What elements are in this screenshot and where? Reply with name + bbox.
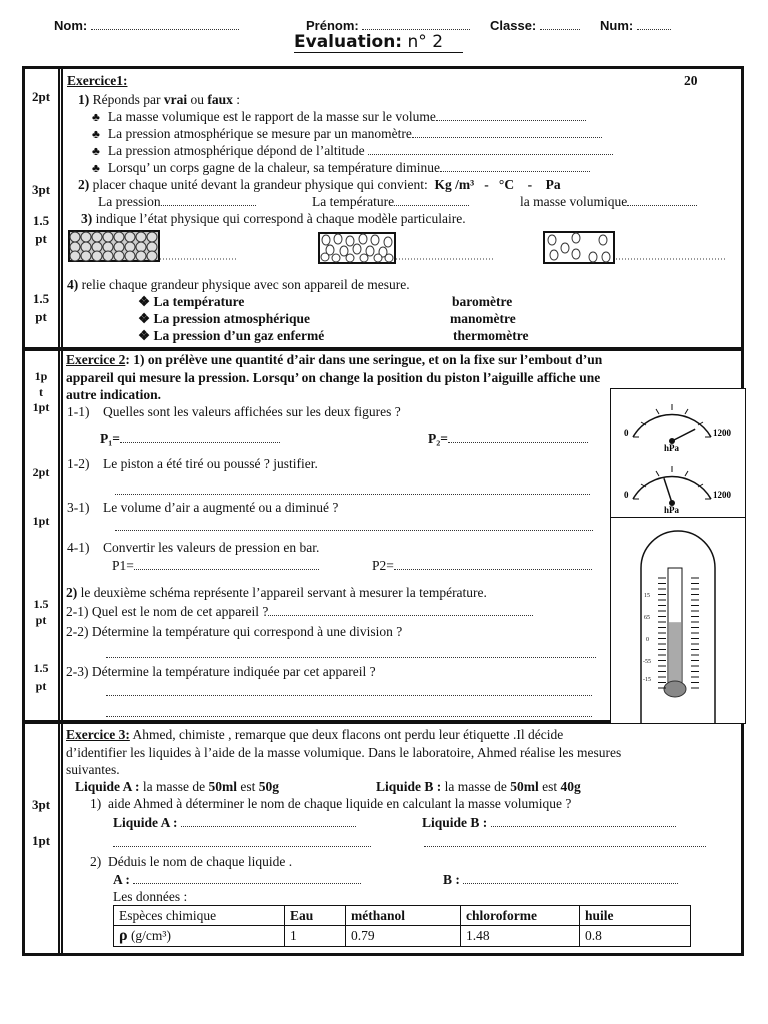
score: 2pt [32,465,50,479]
score: 1.5 [33,661,49,675]
answer-line [113,835,371,851]
page-title [294,32,463,53]
thermometer-figure [610,517,746,724]
score: 1pt [32,400,50,414]
answer-line [115,519,593,535]
table-header-row [114,906,691,926]
ex3-intro: suivantes. [66,762,120,777]
ex1-item: ♣ Lorsqu’ un corps gagne de la chaleur, sa température diminue [92,160,590,176]
table-header: méthanol [346,906,461,926]
ex2-intro: appareil qui mesure la pression. Lorsqu’ on change la position du piston l’aiguille affiche une [66,370,601,385]
relie-right: manomètre [450,311,516,326]
classe-field [490,18,580,33]
answer-line [424,835,706,851]
score: pt [35,679,47,693]
ex2-intro: Exercice 2: 1) on prélève une quantité d’air dans une seringue, et on la fixe sur l’embout d’un [66,352,603,367]
club-bullet-icon: ♣ [92,144,100,158]
manometer-gauges [611,389,745,519]
score: 3pt [31,797,51,812]
p1-field: P₁= [100,431,280,447]
thermo-label: 15 [644,593,650,599]
thermo-label: 0 [646,637,649,643]
club-bullet-icon: ♣ [92,161,100,175]
table-cell: 0.79 [346,926,461,947]
manometer-gauge-2 [624,466,732,515]
ex1-item: ♣ La masse volumique est le rapport de la masse sur le volume [92,109,586,125]
score: pt [35,231,47,246]
gauge-max-label: 1200 [713,428,731,438]
ex2-q41: 4-1) Convertir les valeurs de pression en bar. [67,540,320,555]
ex3-q1: 1) aide Ahmed à déterminer le nom de chaque liquide en calculant la masse volumique ? [90,796,572,811]
p2-field: P₂= [428,431,588,447]
relie-left: ❖ La température [138,294,245,309]
score: pt [35,613,47,627]
thermometer-fill [669,622,681,686]
gauge-min-label: 0 [624,490,629,500]
liquide-a-data: Liquide A : la masse de 50ml est 50g [75,779,280,794]
table-cell: 1.48 [461,926,580,947]
thermo-label: 65 [644,615,650,621]
answer-line [106,646,596,662]
nom-field [54,18,239,33]
particle-models [68,230,748,266]
ex2-q23: 2-3) Détermine la température indiquée par cet appareil ? [66,664,376,679]
ex1-q3: 3) indique l’état physique qui correspond à chaque modèle particulaire. [81,211,466,226]
ex1-q1: 1) Réponds par vrai ou faux : [78,92,241,107]
ex1-blank: La pression [98,194,256,210]
relie-right: baromètre [452,294,513,309]
answer-line [106,684,592,700]
gauge-min-label: 0 [624,428,629,438]
prenom-label: Prénom: [306,18,359,33]
gauge-needle [672,429,695,441]
manometer-figures [610,388,746,520]
manometer-gauge-1 [624,404,732,453]
ex3-intro: d’identifier les liquides à l’aide de la masse volumique. Dans le laboratoire, Ahmed réalise les mesures [66,745,622,760]
answer-line [115,483,590,499]
nom-label: Nom: [54,18,88,33]
thermo-label: -15 [643,677,651,683]
classe-label: Classe: [490,18,537,33]
thermometer [611,518,745,723]
ex1-q4: 4) relie chaque grandeur physique avec son appareil de mesure. [67,277,410,292]
liquide-b-data: Liquide B : la masse de 50ml est 40g [376,779,581,794]
total-score: 20 [684,73,698,88]
liquide-b-answer: Liquide B : [422,815,676,831]
ex3-intro: Exercice 3: Ahmed, chimiste , remarque que deux flacons ont perdu leur étiquette .Il décide [66,727,564,742]
bar-p1: P1= [112,558,319,574]
density-table [113,905,691,947]
table-cell: 1 [285,926,346,947]
table-cell: ρ (g/cm³) [114,926,285,947]
score: 1.5 [32,291,50,306]
bar-p2: P2= [372,558,592,574]
ex2-intro: autre indication. [66,387,162,402]
title-number: n° 2 [407,32,444,52]
ex1-blank: La température [312,194,469,210]
ex1-item: ♣ La pression atmosphérique se mesure par un manomètre [92,126,602,142]
table-row [114,926,691,947]
gauge-unit-label: hPa [664,443,680,453]
score: 1.5 [32,213,50,228]
section-divider [22,347,744,351]
ex2-q12: 1-2) Le piston a été tiré ou poussé ? justifier. [67,456,318,471]
club-bullet-icon: ♣ [92,110,100,124]
score: 1pt [31,833,51,848]
score: 2pt [31,89,51,104]
donnees-label: Les données : [113,889,188,904]
table-header: Eau [285,906,346,926]
relie-right: thermomètre [453,328,529,343]
score: 3pt [31,182,51,197]
gauge-max-label: 1200 [713,490,731,500]
liquide-a-answer: Liquide A : [113,815,356,831]
score: 1p [34,369,48,383]
num-label: Num: [600,18,634,33]
ex1-blank: la masse volumique [520,194,697,210]
ex1-item: ♣ La pression atmosphérique dépond de l’altitude [92,143,613,159]
score-column-divider [58,66,63,956]
score: t [39,385,43,399]
a-answer: A : [113,872,361,888]
table-header: chloroforme [461,906,580,926]
title-label: Evaluation: [294,32,403,52]
prenom-field [306,18,470,33]
gas-model [544,232,726,263]
club-bullet-icon: ♣ [92,127,100,141]
thermo-label: -55 [643,659,651,665]
answer-line [106,705,592,721]
ex2-q2: 2) le deuxième schéma représente l’appareil servant à mesurer la température. [66,585,487,600]
ex2-q11: 1-1) Quelles sont les valeurs affichées sur les deux figures ? [67,404,401,419]
ex2-q21: 2-1) Quel est le nom de cet appareil ? [66,604,533,620]
table-header: Espèces chimique [114,906,285,926]
relie-left: ❖ La pression d’un gaz enfermé [138,328,325,343]
ex2-q22: 2-2) Détermine la température qui correspond à une division ? [66,624,403,639]
relie-left: ❖ La pression atmosphérique [138,311,311,326]
ex2-q31: 3-1) Le volume d’air a augmenté ou a diminué ? [67,500,339,515]
exercise-1-title: Exercice1: [67,73,128,88]
table-header: huile [580,906,691,926]
liquid-model [319,233,493,263]
ex3-q2: 2) Déduis le nom de chaque liquide . [90,854,293,869]
ex1-q2: 2) placer chaque unité devant la grandeur physique qui convient: Kg /m³ - °C - Pa [78,177,561,192]
score: 1pt [32,514,50,528]
num-field [600,18,671,33]
gauge-needle [664,478,672,503]
gauge-unit-label: hPa [664,505,680,515]
b-answer: B : [443,872,678,888]
table-cell: 0.8 [580,926,691,947]
score: 1.5 [33,597,49,611]
score: pt [35,309,47,324]
solid-model [69,231,238,261]
